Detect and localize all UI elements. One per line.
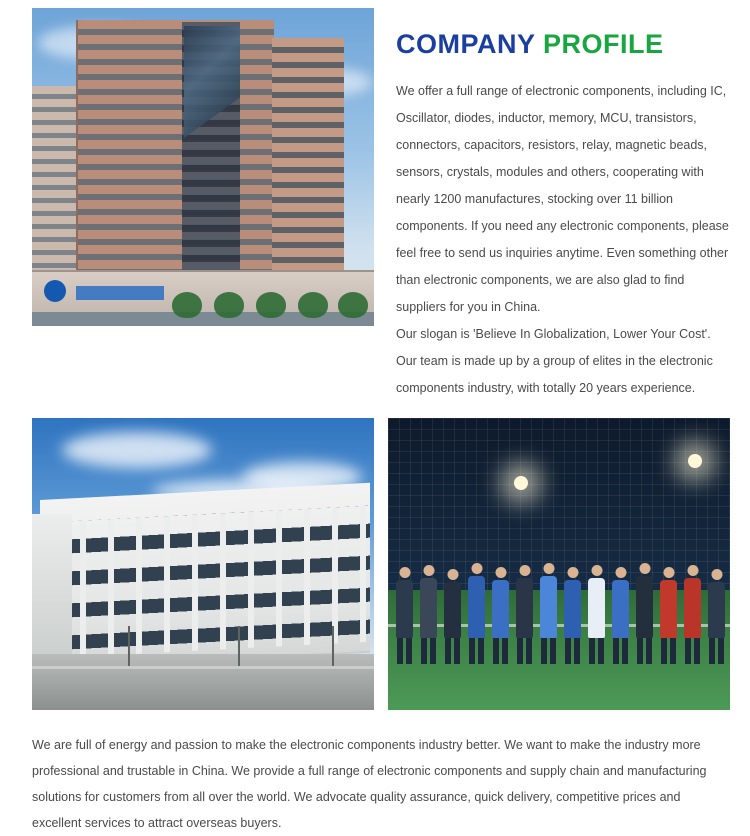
profile-section <box>0 0 750 402</box>
footer-paragraph: We are full of energy and passion to make the electronic components industry better. We want to make the industry more professional and trustable in China. We provide a full range of electronic components and supply chain and manufacturing solutions for customers from all over the world. We advocate quality assurance, quick delivery, competitive prices and excellent services to attract overseas buyers. <box>32 737 707 830</box>
building-sign-text <box>76 286 164 300</box>
player-legs <box>613 638 628 664</box>
factory-window-columns <box>58 505 370 657</box>
factory-forecourt <box>32 654 374 710</box>
player-head <box>471 563 482 574</box>
player-head <box>399 567 410 578</box>
football-pitch <box>388 590 730 710</box>
player-head <box>423 565 434 576</box>
player-legs <box>517 638 532 664</box>
cloud-shape <box>62 432 212 468</box>
floodlight <box>688 454 702 468</box>
company-football-team-photo <box>388 418 730 710</box>
player-legs <box>589 638 604 664</box>
team-member <box>660 580 677 638</box>
page-title-word-company: COMPANY <box>396 29 544 59</box>
player-legs <box>661 638 676 664</box>
white-factory-building-photo <box>32 418 374 710</box>
factory-side-wall <box>32 514 72 666</box>
photo-gallery-row <box>0 402 750 710</box>
profile-body <box>396 78 732 402</box>
team-member <box>612 580 629 638</box>
team-member <box>636 576 653 638</box>
tree-shape <box>172 292 202 318</box>
profile-paragraph-2: Our slogan is 'Believe In Globalization, Lower Your Cost'. Our team is made up by a group of elites in the electronic components industry, with totally 20 years experience. <box>396 326 713 395</box>
player-head <box>519 565 530 576</box>
building-sign-logo <box>44 280 66 302</box>
page-title-word-profile: PROFILE <box>543 29 664 59</box>
pitch-fence <box>388 418 730 608</box>
player-legs <box>709 638 724 664</box>
player-legs <box>493 638 508 664</box>
player-head <box>447 569 458 580</box>
player-legs <box>685 638 700 664</box>
tree-shape <box>298 292 328 318</box>
office-tower-building-photo <box>32 8 374 326</box>
player-head <box>567 567 578 578</box>
team-member <box>708 582 725 638</box>
team-member <box>516 578 533 638</box>
team-member <box>684 578 701 638</box>
player-head <box>543 563 554 574</box>
player-head <box>711 569 722 580</box>
tree-shape <box>214 292 244 318</box>
team-member <box>492 580 509 638</box>
tree-shape <box>338 292 368 318</box>
profile-paragraph-1: We offer a full range of electronic components, including IC, Oscillator, diodes, inductor, memory, MCU, transistors, connectors, capacitors, resistors, relay, magnetic beads, sensors, crystals, modules and others, cooperating with nearly 1200 manufactures, stocking over 11 billion components. If you need any electronic components, please feel free to send us inquiries anytime. Even something other than electronic components, we are also glad to find suppliers for you in China. <box>396 83 729 314</box>
player-legs <box>541 638 556 664</box>
team-member <box>540 576 557 638</box>
player-legs <box>421 638 436 664</box>
player-head <box>615 567 626 578</box>
player-legs <box>637 638 652 664</box>
team-member <box>564 580 581 638</box>
footer-section <box>0 710 750 836</box>
player-head <box>495 567 506 578</box>
light-pole <box>128 626 130 666</box>
page-title <box>396 30 732 60</box>
light-pole <box>332 626 334 666</box>
player-head <box>663 567 674 578</box>
team-member <box>468 576 485 638</box>
team-member <box>444 582 461 638</box>
player-legs <box>469 638 484 664</box>
player-head <box>639 563 650 574</box>
player-head <box>687 565 698 576</box>
player-legs <box>397 638 412 664</box>
profile-text-column <box>374 8 732 402</box>
tree-shape <box>256 292 286 318</box>
light-pole <box>238 626 240 666</box>
player-legs <box>565 638 580 664</box>
team-member <box>588 578 605 638</box>
team-member <box>396 580 413 638</box>
player-legs <box>445 638 460 664</box>
floodlight <box>514 476 528 490</box>
player-head <box>591 565 602 576</box>
team-member <box>420 578 437 638</box>
